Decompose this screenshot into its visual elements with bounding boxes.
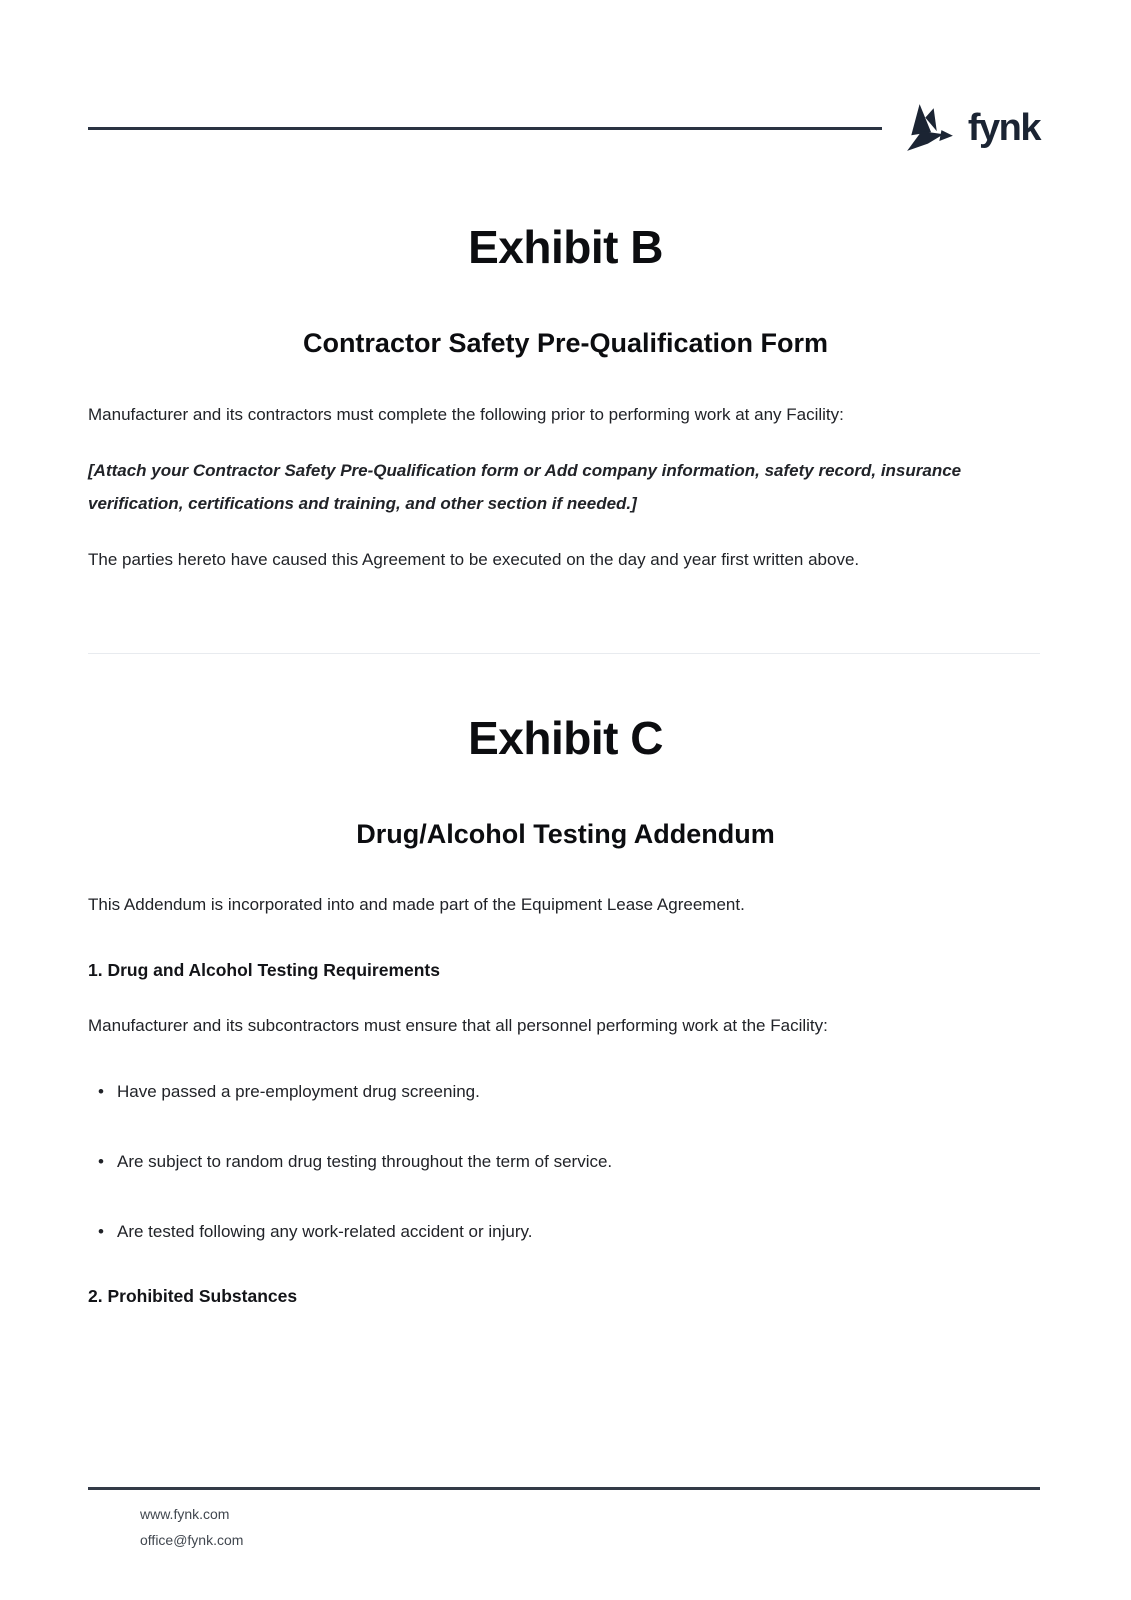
exhibit-c-subtitle: Drug/Alcohol Testing Addendum (356, 818, 775, 849)
fynk-logo (904, 102, 1040, 154)
bullet-icon: • (98, 1222, 104, 1242)
footer-contact (88, 1501, 1040, 1553)
exhibit-c-title: Exhibit C (468, 711, 663, 764)
page-footer (88, 1487, 1040, 1553)
section-2-heading: 2. Prohibited Substances (88, 1286, 298, 1307)
fynk-logo-text: fynk (967, 107, 1040, 149)
footer-rule (88, 1487, 1040, 1490)
requirements-list (88, 1075, 1040, 1248)
exhibit-c-body (0, 888, 1131, 1309)
list-item-text: Have passed a pre-employment drug screening. (117, 1082, 480, 1102)
exhibit-b-execution-clause: The parties hereto have caused this Agreement to be executed on the day and year first written above. (88, 549, 860, 569)
list-item-text: Are subject to random drug testing throughout the term of service. (117, 1152, 613, 1172)
list-item (88, 1075, 1040, 1108)
exhibit-b-attachment-note: [Attach your Contractor Safety Pre-Qualification form or Add company information, safety record, insurance verification, certifications and training, and other section if needed.] (88, 460, 962, 513)
section-1-paragraph: Manufacturer and its subcontractors must ensure that all personnel performing work at the Facility: (88, 1016, 828, 1036)
footer-email: office@fynk.com (140, 1531, 244, 1548)
list-item (88, 1215, 1040, 1248)
section-1-heading: 1. Drug and Alcohol Testing Requirements (88, 960, 440, 981)
list-item-text: Are tested following any work-related accident or injury. (117, 1222, 533, 1242)
bullet-icon: • (98, 1082, 104, 1102)
origami-bird-icon (904, 102, 956, 154)
exhibit-b-body (0, 398, 1131, 576)
exhibit-b-intro-paragraph: Manufacturer and its contractors must complete the following prior to performing work at any Facility: (88, 404, 844, 424)
exhibit-b-title: Exhibit B (468, 221, 663, 273)
bullet-icon: • (98, 1152, 104, 1172)
header-rule (88, 127, 882, 130)
list-item (88, 1145, 1040, 1178)
page-header (88, 97, 1040, 159)
section-divider (88, 653, 1040, 654)
exhibit-c-intro-paragraph: This Addendum is incorporated into and made part of the Equipment Lease Agreement. (88, 895, 745, 915)
exhibit-b-subtitle: Contractor Safety Pre-Qualification Form (302, 327, 829, 358)
footer-website: www.fynk.com (140, 1505, 230, 1522)
